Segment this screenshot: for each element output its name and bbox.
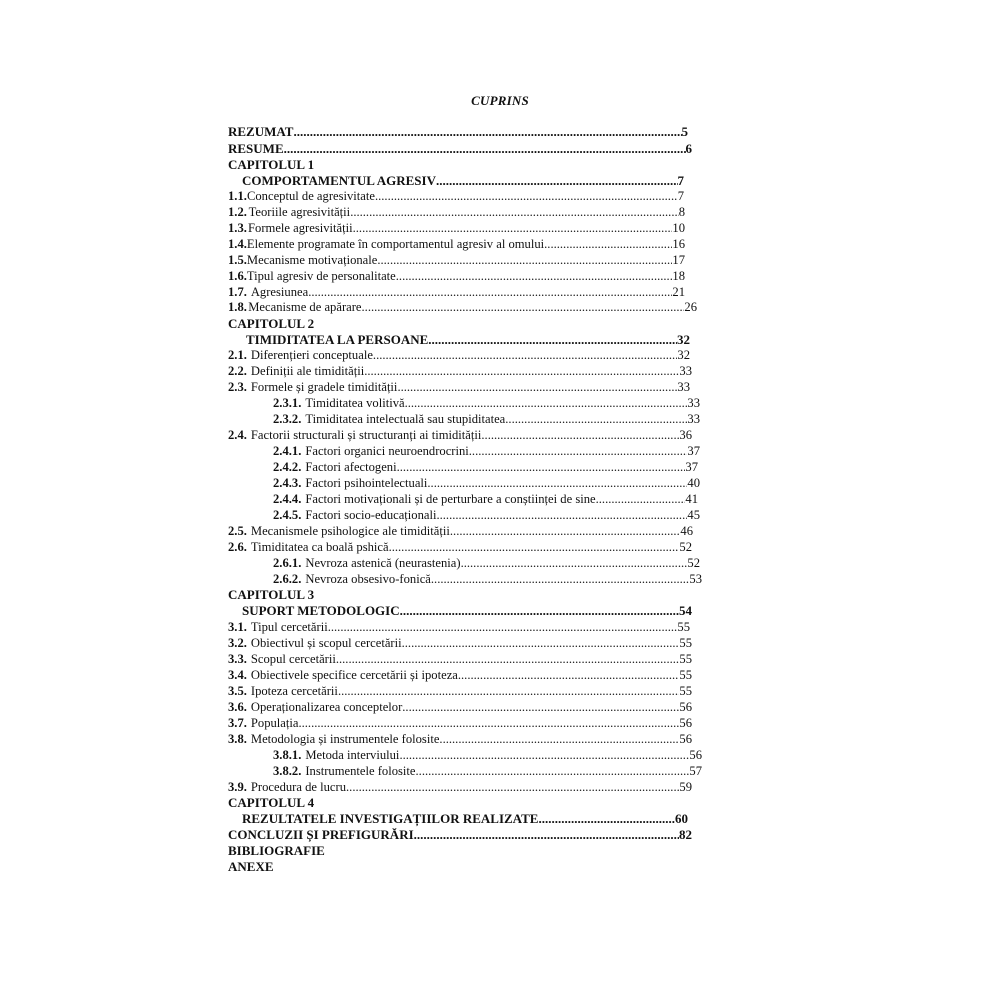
toc-leader-dots: [469, 443, 688, 459]
toc-entry-label: ANEXE: [228, 859, 274, 874]
toc-entry-page: 55: [677, 620, 690, 634]
toc-entry-number: 3.3.: [228, 652, 247, 666]
toc-entry-label: Procedura de lucru: [250, 780, 347, 794]
toc-leader-dots: [414, 827, 679, 843]
toc-entry: [228, 268, 685, 284]
toc-entry: [228, 379, 690, 395]
toc-entry-label: Factori afectogeni: [305, 460, 397, 474]
toc-leader-dots: [439, 731, 679, 747]
toc-entry-page: 46: [680, 524, 693, 538]
toc-entry: [273, 555, 700, 571]
toc-entry-page: 8: [678, 205, 685, 219]
toc-entry: [228, 124, 688, 140]
toc-entry-number: 3.2.: [228, 636, 247, 650]
toc-entry-label: CAPITOLUL 2: [228, 316, 315, 331]
toc-entry-page: 37: [685, 460, 698, 474]
toc-entry-number: 1.2.: [228, 205, 247, 219]
toc-entry-label: Definiții ale timidității: [250, 364, 365, 378]
toc-entry: [273, 443, 700, 459]
toc-entry-number: 3.5.: [228, 684, 247, 698]
toc-leader-dots: [362, 299, 685, 315]
toc-entry-label: Formele agresivității: [248, 221, 353, 235]
toc-entry-number: 2.5.: [228, 524, 247, 538]
toc-entry-page: 17: [672, 253, 685, 267]
toc-entry: [228, 859, 274, 875]
toc-entry: [228, 539, 692, 555]
toc-entry-page: 60: [675, 811, 688, 826]
toc-entry-label: Obiectivul și scopul cercetării: [250, 636, 402, 650]
toc-entry-number: 2.4.4.: [273, 492, 302, 506]
toc-leader-dots: [402, 699, 679, 715]
toc-entry-label: Formele și gradele timidității: [250, 380, 398, 394]
toc-entry-page: 56: [679, 700, 692, 714]
toc-entry: [228, 347, 690, 363]
toc-entry-label: BIBLIOGRAFIE: [228, 843, 325, 858]
toc-entry-page: 55: [679, 684, 692, 698]
toc-leader-dots: [427, 475, 687, 491]
toc-entry-number: 1.1.: [228, 189, 247, 203]
toc-entry-number: 3.8.: [228, 732, 247, 746]
toc-entry-page: 36: [679, 428, 692, 442]
toc-entry-label: Diferențieri conceptuale: [250, 348, 373, 362]
toc-entry: [228, 635, 692, 651]
toc-entry-label: Tipul agresiv de personalitate: [246, 269, 396, 283]
toc-entry: [273, 459, 698, 475]
toc-entry-page: 7: [677, 189, 684, 203]
toc-entry-label: Factori socio-educaționali: [305, 508, 437, 522]
toc-entry-page: 53: [689, 572, 702, 586]
toc-leader-dots: [505, 411, 687, 427]
toc-leader-dots: [389, 539, 680, 555]
toc-entry: [228, 587, 314, 603]
toc-entry-label: Operaționalizarea conceptelor: [250, 700, 403, 714]
toc-entry: [228, 699, 692, 715]
toc-entry: [273, 395, 700, 411]
toc-entry-number: 2.3.2.: [273, 412, 302, 426]
toc-entry-page: 6: [685, 141, 692, 156]
toc-entry-label: Mecanisme de apărare: [248, 300, 362, 314]
toc-leader-dots: [399, 747, 689, 763]
toc-entry-page: 55: [679, 668, 692, 682]
toc-entry-page: 18: [672, 269, 685, 283]
toc-entry-page: 56: [679, 732, 692, 746]
toc-leader-dots: [350, 204, 679, 220]
toc-entry-number: 3.8.1.: [273, 748, 302, 762]
toc-entry-label: Teoriile agresivității: [248, 205, 351, 219]
toc-entry: [273, 571, 702, 587]
toc-entry: [273, 491, 698, 507]
toc-entry: [228, 523, 693, 539]
toc-entry-number: 2.6.2.: [273, 572, 302, 586]
toc-entry: [242, 811, 688, 827]
toc-entry-label: Factori psihointelectuali: [305, 476, 428, 490]
toc-entry-number: 3.7.: [228, 716, 247, 730]
toc-entry-page: 37: [687, 444, 700, 458]
toc-leader-dots: [596, 491, 686, 507]
toc-entry-label: Scopul cercetării: [250, 652, 336, 666]
toc-leader-dots: [431, 571, 690, 587]
toc-entry-number: 1.3.: [228, 221, 247, 235]
toc-entry-number: 2.3.1.: [273, 396, 302, 410]
toc-entry-label: CAPITOLUL 4: [228, 795, 315, 810]
toc-leader-dots: [328, 619, 678, 635]
toc-entry-label: Populația: [250, 716, 299, 730]
toc-entry-number: 2.6.1.: [273, 556, 302, 570]
toc-leader-dots: [364, 363, 679, 379]
toc-leader-dots: [538, 811, 675, 827]
toc-entry-page: 33: [687, 396, 700, 410]
toc-entry: [273, 411, 700, 427]
toc-entry: [228, 220, 685, 236]
toc-entry-label: TIMIDITATEA LA PERSOANE: [246, 332, 429, 347]
toc-entry: [228, 427, 692, 443]
toc-entry-label: Nevroza obsesivo-fonică: [305, 572, 431, 586]
toc-entry-page: 33: [677, 380, 690, 394]
toc-entry-label: Factorii structurali și structuranți ai timidității: [250, 428, 482, 442]
toc-leader-dots: [436, 507, 687, 523]
toc-entry-page: 40: [687, 476, 700, 490]
toc-leader-dots: [375, 188, 678, 204]
toc-entry: [228, 715, 692, 731]
toc-entry-number: 2.4.2.: [273, 460, 302, 474]
toc-entry: [228, 188, 684, 204]
toc-entry-page: 54: [679, 603, 692, 618]
toc-entry: [228, 843, 325, 859]
toc-entry-number: 2.6.: [228, 540, 247, 554]
toc-entry-label: Timiditatea intelectuală sau stupiditatea: [305, 412, 506, 426]
toc-entry: [228, 141, 692, 157]
toc-entry-page: 55: [679, 652, 692, 666]
toc-entry-number: 1.5.: [228, 253, 247, 267]
toc-entry-label: REZUMAT: [228, 124, 294, 139]
toc-leader-dots: [544, 236, 672, 252]
toc-leader-dots: [458, 667, 680, 683]
toc-entry: [228, 252, 685, 268]
toc-entry-page: 10: [672, 221, 685, 235]
toc-leader-dots: [353, 220, 673, 236]
toc-entry-number: 3.9.: [228, 780, 247, 794]
toc-entry-number: 2.2.: [228, 364, 247, 378]
toc-entry-page: 56: [689, 748, 702, 762]
toc-entry-label: Agresiunea: [250, 285, 309, 299]
toc-entry-label: Timiditatea volitivă: [305, 396, 405, 410]
toc-leader-dots: [336, 651, 680, 667]
toc-entry: [228, 651, 692, 667]
toc-entry-label: Mecanismele psihologice ale timidității: [250, 524, 450, 538]
toc-entry-label: Mecanisme motivaționale: [246, 253, 378, 267]
toc-entry: [228, 363, 692, 379]
toc-entry: [228, 827, 692, 843]
toc-entry: [228, 157, 314, 173]
toc-entry-number: 3.8.2.: [273, 764, 302, 778]
toc-entry-page: 57: [689, 764, 702, 778]
toc-entry: [228, 284, 685, 300]
toc-entry-page: 52: [679, 540, 692, 554]
toc-leader-dots: [338, 683, 679, 699]
toc-entry-label: Ipoteza cercetării: [250, 684, 338, 698]
toc-entry-label: Conceptul de agresivitate: [246, 189, 375, 203]
toc-leader-dots: [377, 252, 672, 268]
toc-entry: [228, 667, 692, 683]
toc-leader-dots: [400, 603, 679, 619]
toc-entry: [242, 603, 692, 619]
toc-entry-page: 5: [681, 124, 688, 139]
toc-entry-page: 45: [687, 508, 700, 522]
toc-leader-dots: [397, 459, 686, 475]
toc-entry-number: 2.4.3.: [273, 476, 302, 490]
toc-entry: [273, 507, 700, 523]
toc-entry-label: CAPITOLUL 1: [228, 157, 315, 172]
toc-entry-number: 3.4.: [228, 668, 247, 682]
toc-entry-number: 2.1.: [228, 348, 247, 362]
toc-entry-label: SUPORT METODOLOGIC: [242, 603, 400, 618]
toc-entry-number: 3.1.: [228, 620, 247, 634]
toc-entry: [228, 683, 692, 699]
toc-leader-dots: [298, 715, 679, 731]
toc-entry-number: 1.8.: [228, 300, 247, 314]
toc-entry: [273, 747, 702, 763]
page-title: CUPRINS: [471, 93, 529, 108]
toc-entry-number: 3.6.: [228, 700, 247, 714]
toc-leader-dots: [346, 779, 679, 795]
toc-entry-number: 2.3.: [228, 380, 247, 394]
toc-leader-dots: [284, 141, 686, 157]
toc-entry: [273, 763, 702, 779]
toc-leader-dots: [373, 347, 677, 363]
toc-entry: [228, 204, 685, 220]
toc-entry-number: 2.4.5.: [273, 508, 302, 522]
toc-entry-page: 33: [679, 364, 692, 378]
toc-entry-number: 1.4.: [228, 237, 247, 251]
toc-leader-dots: [308, 284, 672, 300]
toc-entry-label: CAPITOLUL 3: [228, 587, 315, 602]
toc-entry: [228, 236, 685, 252]
toc-entry: [228, 316, 314, 332]
toc-entry: [228, 795, 314, 811]
toc-entry-page: 26: [684, 300, 697, 314]
toc-entry-page: 82: [679, 827, 692, 842]
toc-entry-page: 16: [672, 237, 685, 251]
toc-entry-label: Tipul cercetării: [250, 620, 328, 634]
toc-entry-label: Metodologia și instrumentele folosite: [250, 732, 440, 746]
toc-entry-number: 2.4.: [228, 428, 247, 442]
toc-entry-label: Obiectivele specifice cercetării și ipoteza: [250, 668, 458, 682]
toc-entry-page: 21: [672, 285, 685, 299]
toc-leader-dots: [436, 173, 678, 189]
toc-entry-label: Factori motivaționali și de perturbare a conștiinței de sine: [305, 492, 596, 506]
toc-entry-number: 1.6.: [228, 269, 247, 283]
toc-leader-dots: [450, 523, 681, 539]
toc-entry-page: 56: [679, 716, 692, 730]
toc-entry: [228, 779, 692, 795]
toc-entry: [246, 332, 690, 348]
toc-entry-number: 2.4.1.: [273, 444, 302, 458]
toc-entry-label: Elemente programate în comportamentul agresiv al omului: [246, 237, 545, 251]
toc-leader-dots: [461, 555, 688, 571]
toc-leader-dots: [416, 763, 690, 779]
toc-entry-page: 59: [679, 780, 692, 794]
toc-entry-number: 1.7.: [228, 285, 247, 299]
toc-entry: [228, 299, 697, 315]
toc-entry: [228, 731, 692, 747]
toc-leader-dots: [293, 124, 681, 140]
toc-entry-page: 33: [687, 412, 700, 426]
toc-entry-label: REZULTATELE INVESTIGAȚIILOR REALIZATE: [242, 811, 539, 826]
toc-leader-dots: [428, 332, 677, 348]
toc-leader-dots: [402, 635, 680, 651]
toc-entry-label: Metoda interviului: [305, 748, 400, 762]
toc-entry-label: CONCLUZII ȘI PREFIGURĂRI: [228, 827, 414, 842]
toc-entry: [242, 173, 684, 189]
toc-entry-label: Factori organici neuroendrocrini: [305, 444, 469, 458]
toc-entry-page: 55: [679, 636, 692, 650]
toc-entry-label: COMPORTAMENTUL AGRESIV: [242, 173, 436, 188]
toc-entry: [273, 475, 700, 491]
toc-entry-page: 41: [685, 492, 698, 506]
toc-entry-page: 32: [677, 348, 690, 362]
toc-entry: [228, 619, 690, 635]
toc-leader-dots: [405, 395, 688, 411]
toc-entry-page: 52: [687, 556, 700, 570]
toc-entry-label: Nevroza astenică (neurastenia): [305, 556, 461, 570]
toc-leader-dots: [396, 268, 673, 284]
toc-leader-dots: [481, 427, 679, 443]
toc-entry-page: 32: [677, 332, 690, 347]
toc-entry-label: RESUME: [228, 141, 284, 156]
toc-entry-page: 7: [677, 173, 684, 188]
toc-leader-dots: [397, 379, 677, 395]
toc-entry-label: Timiditatea ca boală pshică: [250, 540, 389, 554]
toc-entry-label: Instrumentele folosite: [305, 764, 416, 778]
